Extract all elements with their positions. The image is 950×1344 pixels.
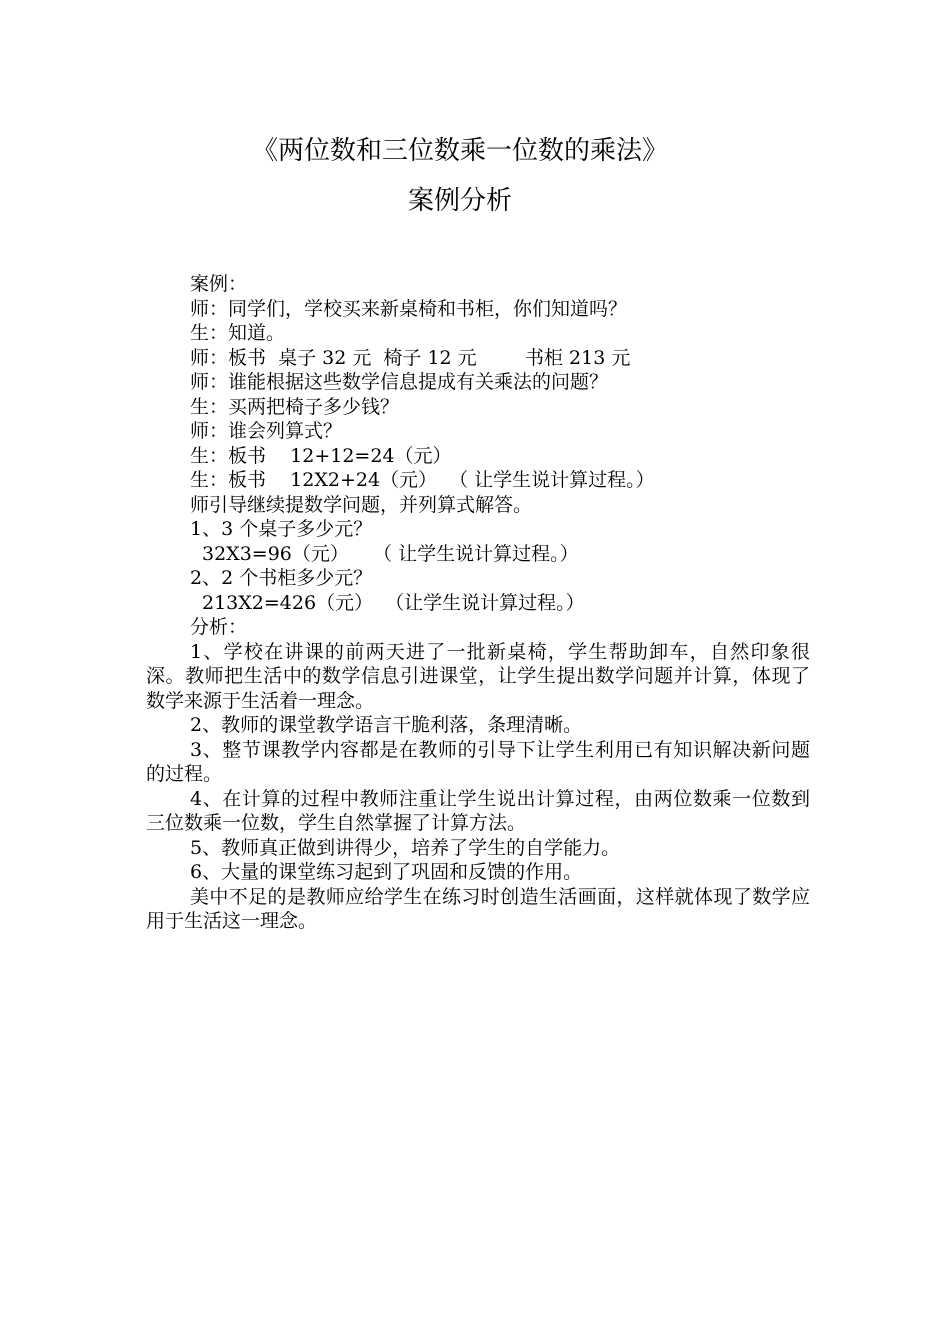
analysis-paragraph: 4、在计算的过程中教师注重让学生说出计算过程，由两位数乘一位数到三位数乘一位数，学生自然掌握了计算方法。 (146, 787, 810, 834)
dialogue-line: 师引导继续提数学问题，并列算式解答。 (190, 493, 533, 516)
analysis-paragraph: 6、大量的课堂练习起到了巩固和反馈的作用。 (190, 861, 583, 883)
analysis-paragraph: 2、教师的课堂教学语言干脆利落，条理清晰。 (190, 714, 583, 736)
case-label: 案例： (190, 273, 248, 295)
document-subtitle: 案例分析 (407, 186, 512, 216)
analysis-label: 分析： (190, 616, 248, 638)
dialogue-line: 生：买两把椅子多少钱？ (190, 395, 400, 418)
answer-line: 32Ⅹ3=96（元） （ 让学生说计算过程。） (202, 542, 579, 565)
dialogue-line: 生：板书 12+12=24（元） (190, 444, 452, 467)
document-body (146, 272, 810, 934)
answer-line: 213Ⅹ2=426（元） （让学生说计算过程。） (202, 591, 585, 614)
dialogue-line: 1、3 个桌子多少元？ (190, 518, 373, 540)
analysis-paragraph: 5、教师真正做到讲得少，培养了学生的自学能力。 (190, 836, 621, 859)
analysis-paragraph: 1、学校在讲课的前两天进了一批新桌椅，学生帮助卸车，自然印象很深。教师把生活中的数学信息引进课堂，让学生提出数学问题并计算，体现了数学来源于生活着一理念。 (146, 640, 810, 712)
dialogue-line: 师：谁能根据这些数学信息提成有关乘法的问题？ (190, 371, 609, 393)
question-line: 2、2 个书柜多少元？ (190, 567, 373, 589)
analysis-paragraph: 美中不足的是教师应给学生在练习时创造生活画面，这样就体现了数学应用于生活这一理念。 (146, 885, 810, 932)
document-title: 《两位数和三位数乘一位数的乘法》 (251, 136, 668, 166)
dialogue-line: 师：谁会列算式？ (190, 420, 343, 442)
analysis-paragraph: 3、整节课教学内容都是在教师的引导下让学生利用已有知识解决新问题的过程。 (146, 738, 810, 785)
dialogue-line: 师：同学们，学校买来新桌椅和书柜，你们知道吗？ (190, 297, 628, 320)
dialogue-line: 生：知道。 (190, 322, 286, 344)
dialogue-line: 生：板书 12Ⅹ2+24（元） （ 让学生说计算过程。） (190, 469, 655, 491)
dialogue-line: 师：板书 桌子 32 元 椅子 12 元 书柜 213 元 (190, 346, 631, 369)
